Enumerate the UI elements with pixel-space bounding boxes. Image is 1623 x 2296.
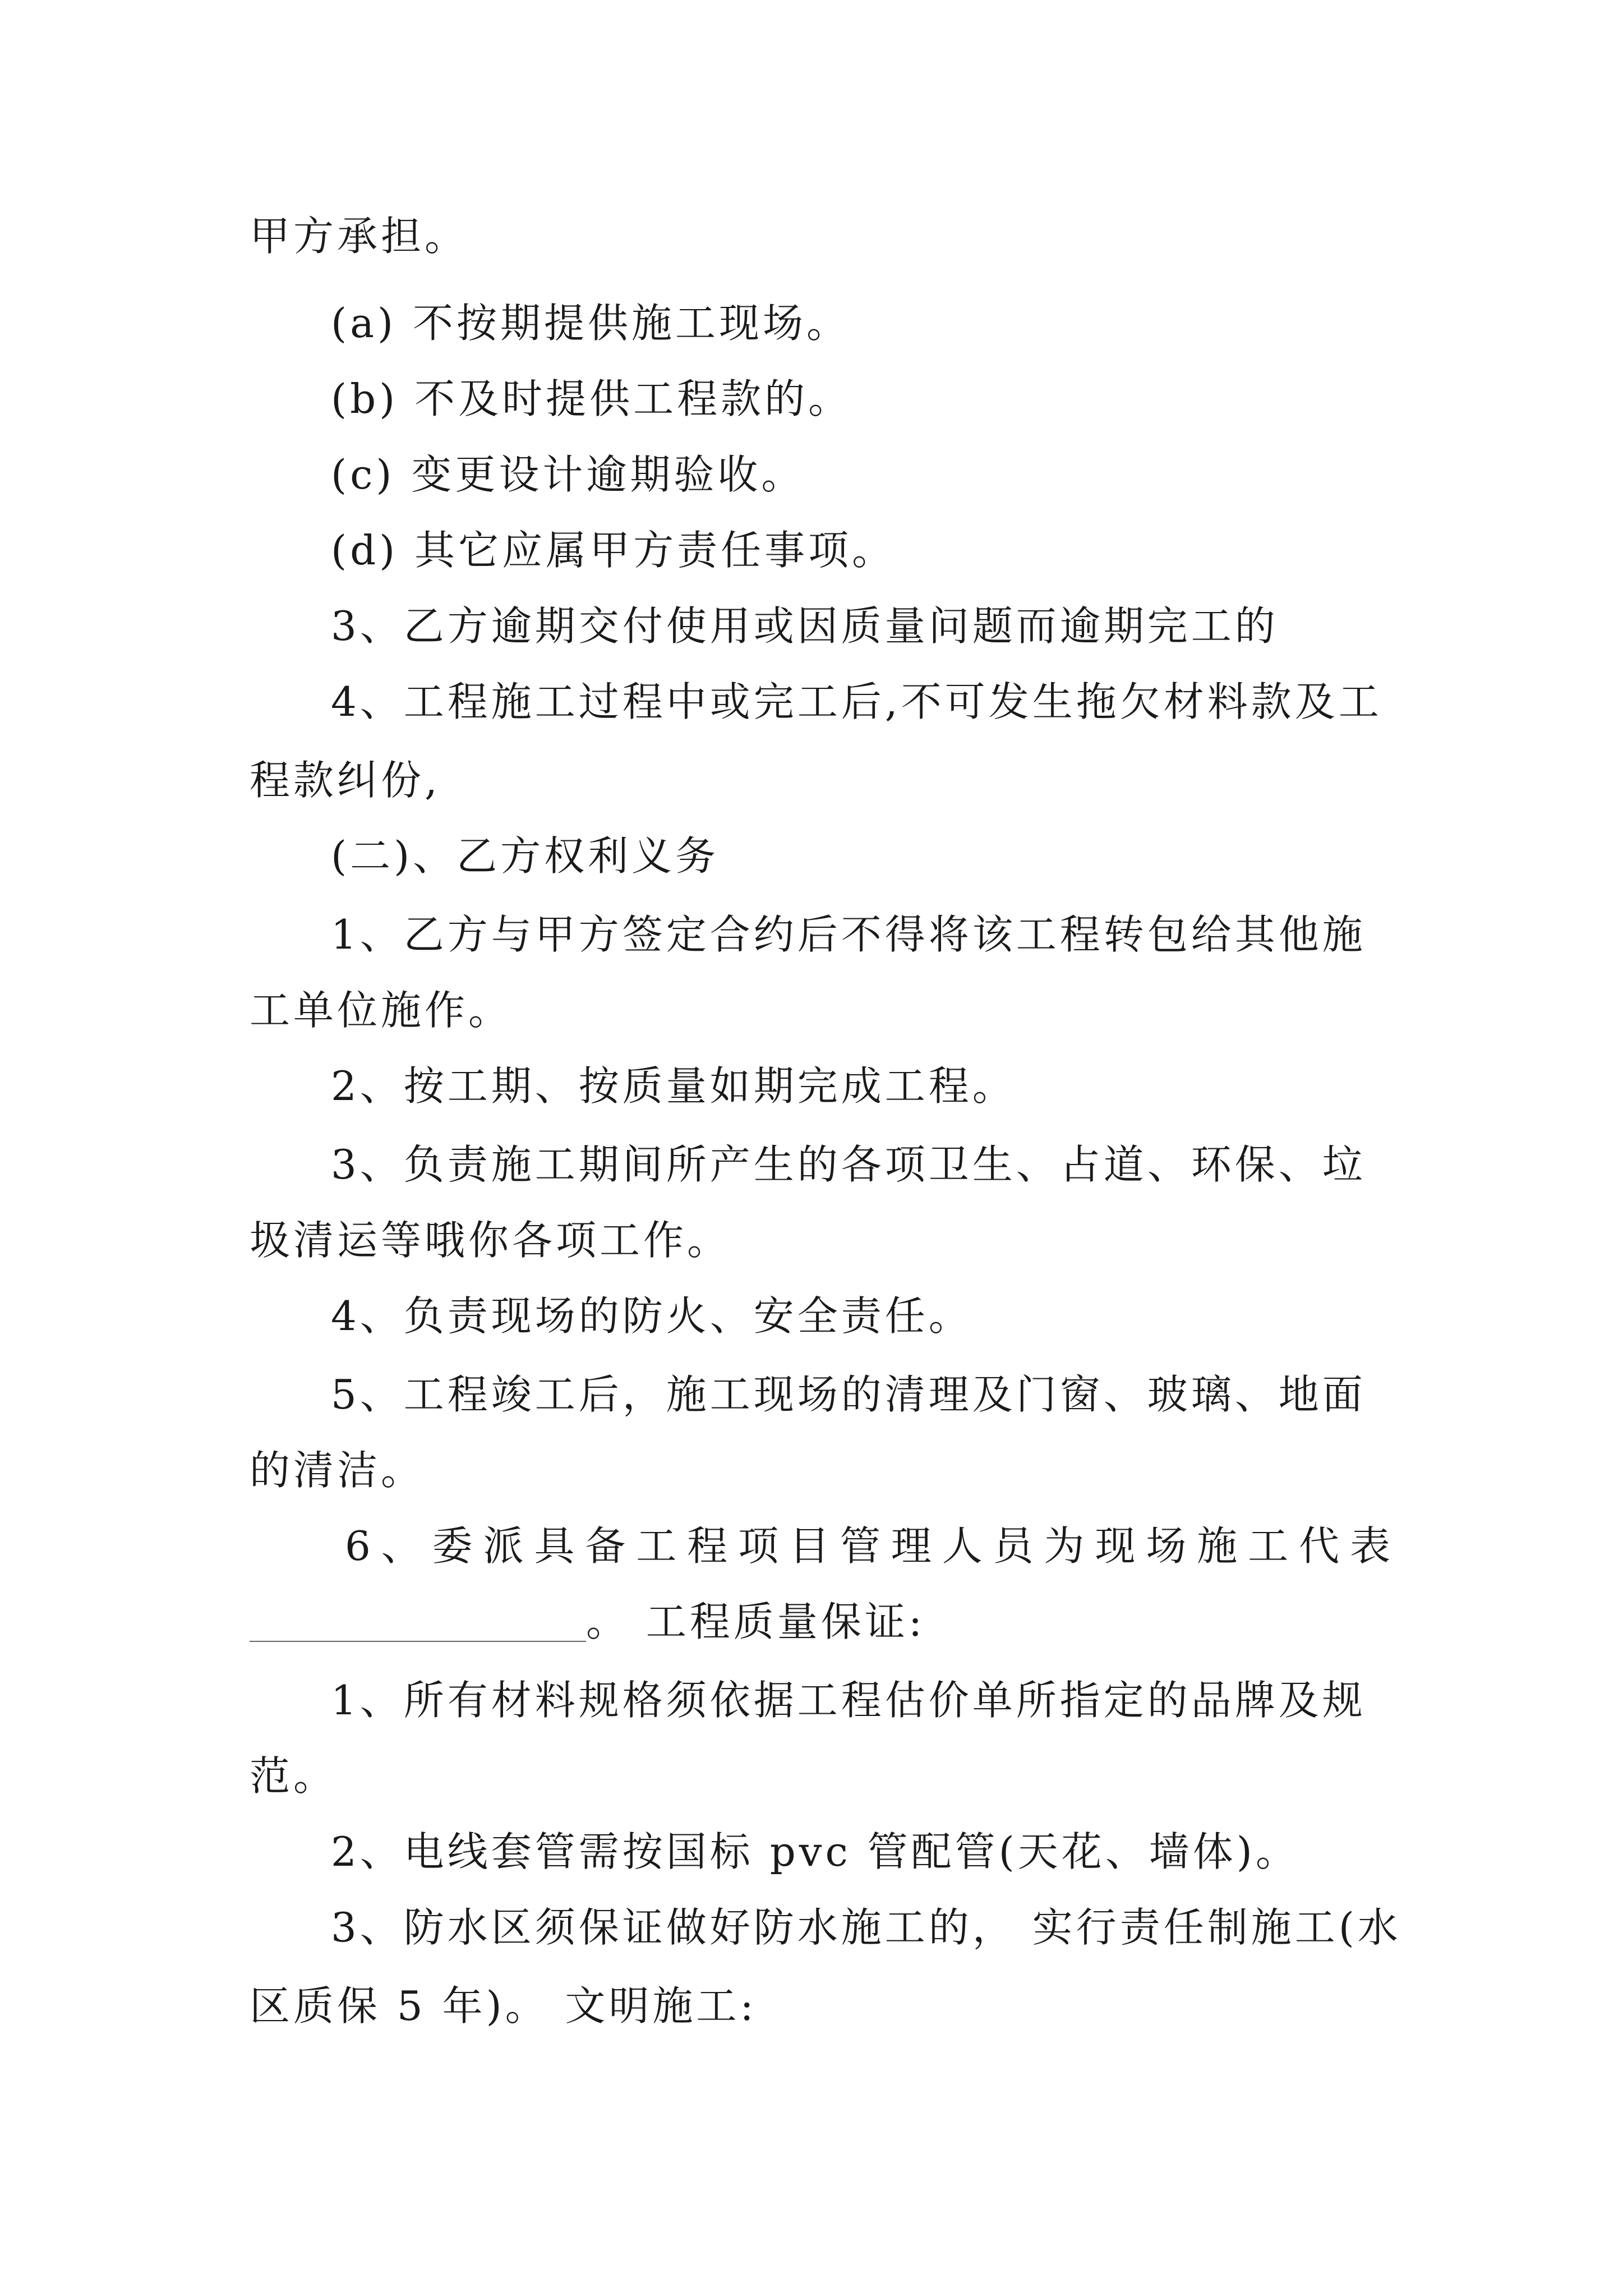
text-line: (b) 不及时提供工程款的。 [331, 375, 852, 422]
text-line: 5、工程竣工后，施工现场的清理及门窗、玻璃、地面 [331, 1371, 1366, 1418]
text-line: (d) 其它应属甲方责任事项。 [331, 527, 896, 574]
text-line: 甲方承担。 [250, 213, 469, 260]
text-line: 1、所有材料规格须依据工程估价单所指定的品牌及规 [331, 1677, 1366, 1724]
text-line: 3、防水区须保证做好防水施工的， 实行责任制施工(水 [331, 1904, 1401, 1951]
text-line: 1、乙方与甲方签定合约后不得将该工程转包给其他施 [331, 911, 1366, 958]
text-line: (a) 不按期提供施工现场。 [331, 300, 850, 347]
text-line: 4、工程施工过程中或完工后,不可发生拖欠材料款及工 [331, 678, 1382, 725]
text-line: 程款纠份, [250, 757, 441, 804]
fill-in-blank [250, 1607, 586, 1642]
text-line: 2、按工期、按质量如期完成工程。 [331, 1062, 1016, 1110]
text-line: 的清洁。 [250, 1447, 425, 1494]
section-heading: (二)、乙方权利义务 [331, 832, 720, 880]
text-line: 2、电线套管需按国标 pvc 管配管(天花、墙体)。 [331, 1828, 1299, 1875]
text-line: 6、委派具备工程项目管理人员为现场施工代表 [345, 1522, 1394, 1570]
text-line: 区质保 5 年)。 文明施工: [250, 1982, 757, 2030]
text-line: 范。 [250, 1752, 338, 1800]
text-line: 3、负责施工期间所产生的各项卫生、占道、环保、垃 [331, 1141, 1366, 1188]
text-line: 工单位施作。 [250, 987, 513, 1034]
text-line-with-blank [250, 1598, 1394, 1645]
text-fragment: 。 工程质量保证: [586, 1598, 926, 1645]
text-line: 圾清运等哦你各项工作。 [250, 1217, 731, 1264]
text-line: 3、乙方逾期交付使用或因质量问题而逾期完工的 [331, 602, 1279, 650]
text-line: (c) 变更设计逾期验收。 [331, 451, 805, 498]
text-line: 4、负责现场的防火、安全责任。 [331, 1292, 972, 1340]
